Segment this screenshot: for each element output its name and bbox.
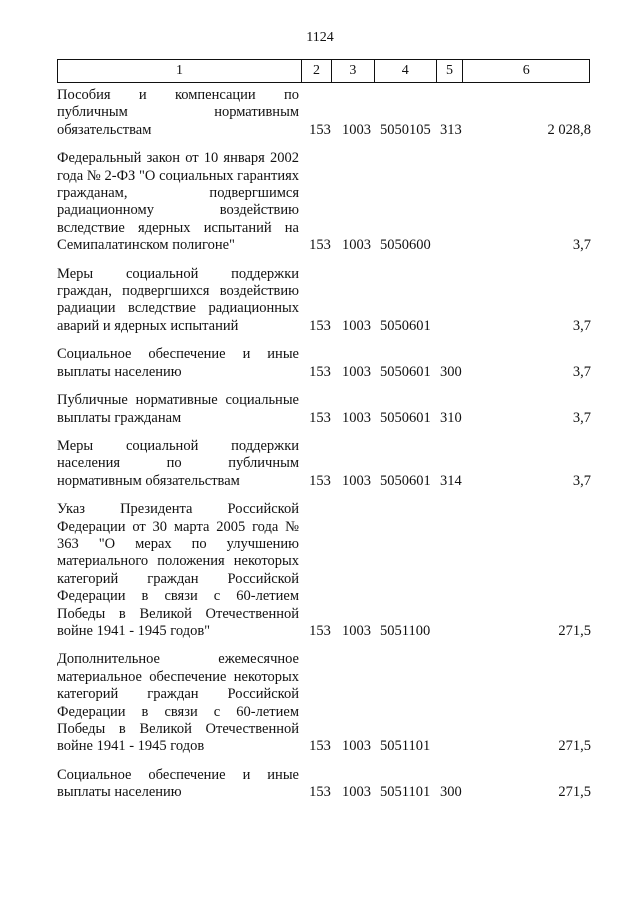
row-col-3: 1003 — [342, 622, 371, 639]
row-col-4: 5050601 — [380, 472, 431, 489]
row-col-2: 153 — [309, 472, 331, 489]
row-col-6: 3,7 — [572, 363, 591, 380]
table-header — [57, 59, 590, 83]
row-col-4: 5051100 — [380, 622, 431, 639]
row-description: Меры социальной поддержки населения по публичным нормативным обязательствам — [57, 437, 299, 489]
header-col-2: 2 — [302, 60, 332, 82]
row-col-4: 5050601 — [380, 363, 431, 380]
row-description: Публичные нормативные социальные выплаты гражданам — [57, 392, 299, 426]
row-col-6: 3,7 — [572, 472, 591, 489]
table-row — [57, 87, 597, 139]
row-col-4: 5050601 — [380, 409, 431, 426]
row-col-2: 153 — [309, 409, 331, 426]
header-col-6: 6 — [522, 63, 530, 78]
row-col-2: 153 — [309, 622, 331, 639]
row-col-3: 1003 — [342, 237, 371, 254]
row-col-2: 153 — [309, 317, 331, 334]
header-col-1: 1 — [58, 60, 302, 82]
table-row — [57, 767, 597, 802]
row-col-4: 5050105 — [380, 121, 431, 138]
row-col-4: 5050600 — [380, 237, 431, 254]
row-col-5: 310 — [440, 409, 462, 426]
row-description: Дополнительное ежемесячное материальное обеспечение некоторых категорий граждан Российской Федерации в связи с 60-летием Победы в Великой Отечественной войне 1941 - 1945 годов — [57, 651, 299, 755]
row-col-5: 313 — [440, 121, 462, 138]
row-description: Указ Президента Российской Федерации от 30 марта 2005 года № 363 "О мерах по улучшению материального положения некоторых категорий граждан Российской Федерации в связи с 60-летием Победы в Великой Отечественной войне 1941 - 1945 годов" — [57, 501, 299, 639]
row-col-6: 3,7 — [572, 237, 591, 254]
row-col-6: 3,7 — [572, 409, 591, 426]
row-col-6: 2 028,8 — [547, 121, 591, 138]
row-col-2: 153 — [309, 237, 331, 254]
row-col-3: 1003 — [342, 409, 371, 426]
row-description: Меры социальной поддержки граждан, подвергшихся воздействию радиации вследствие радиационных аварий и ядерных испытаний — [57, 265, 299, 334]
row-col-6: 271,5 — [558, 622, 591, 639]
table-row — [57, 501, 597, 640]
row-col-3: 1003 — [342, 784, 371, 801]
row-col-2: 153 — [309, 784, 331, 801]
row-description: Федеральный закон от 10 января 2002 года № 2-ФЗ "О социальных гарантиях гражданам, подвергшимся радиационному воздействию вследствие ядерных испытаний на Семипалатинском полигоне" — [57, 150, 299, 254]
row-col-5: 314 — [440, 472, 462, 489]
row-col-3: 1003 — [342, 738, 371, 755]
row-col-5: 300 — [440, 363, 462, 380]
table-body — [57, 87, 597, 802]
row-col-3: 1003 — [342, 121, 371, 138]
row-col-4: 5050601 — [380, 317, 431, 334]
row-col-6: 271,5 — [558, 738, 591, 755]
row-col-2: 153 — [309, 738, 331, 755]
table-row — [57, 392, 597, 427]
header-col-5: 5 — [437, 60, 464, 82]
header-col-4: 4 — [375, 60, 437, 82]
row-col-3: 1003 — [342, 317, 371, 334]
table-row — [57, 651, 597, 755]
row-description: Пособия и компенсации по публичным нормативным обязательствам — [57, 87, 299, 138]
page-number: 1124 — [306, 30, 334, 45]
row-description: Социальное обеспечение и иные выплаты населению — [57, 766, 299, 801]
row-col-4: 5051101 — [380, 784, 431, 801]
table-row — [57, 266, 597, 336]
row-col-3: 1003 — [342, 472, 371, 489]
row-description: Социальное обеспечение и иные выплаты населению — [57, 346, 299, 380]
table-row — [57, 438, 597, 490]
row-col-2: 153 — [309, 121, 331, 138]
table-row — [57, 150, 597, 254]
row-col-3: 1003 — [342, 363, 371, 380]
row-col-5: 300 — [440, 784, 462, 801]
row-col-4: 5051101 — [380, 738, 431, 755]
row-col-6: 3,7 — [572, 317, 591, 334]
row-col-6: 271,5 — [558, 784, 591, 801]
header-col-3: 3 — [332, 60, 375, 82]
row-col-2: 153 — [309, 363, 331, 380]
table-row — [57, 346, 597, 381]
